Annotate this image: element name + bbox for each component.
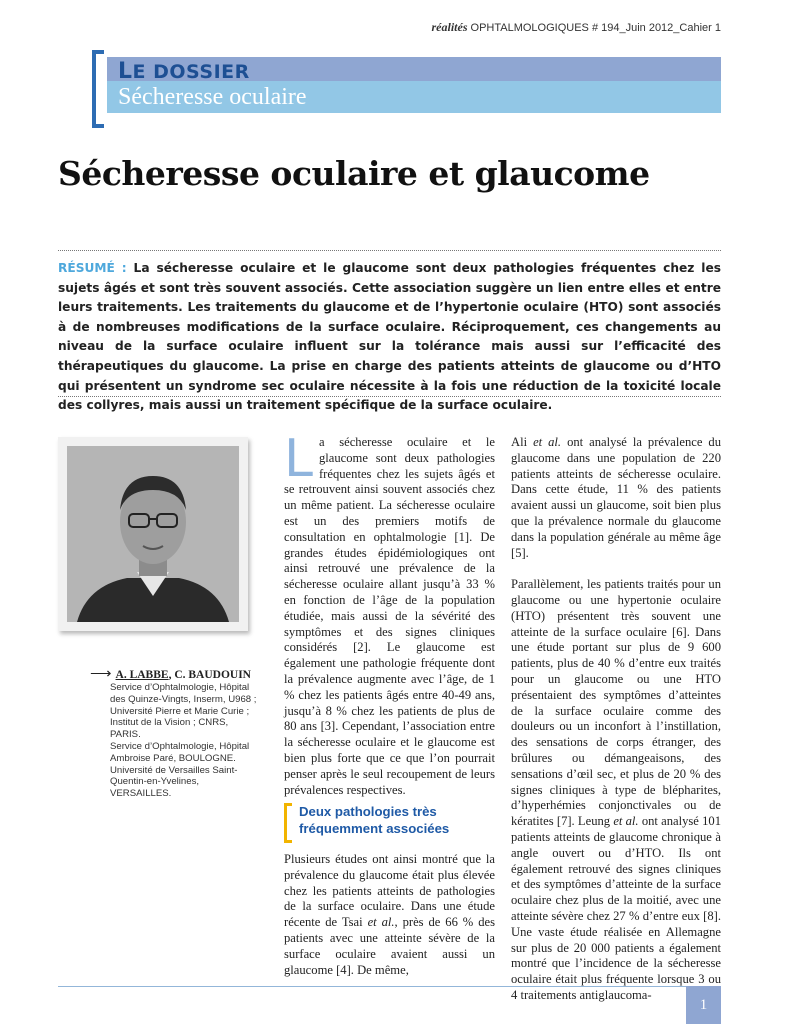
kicker-initial: L [118,59,133,84]
author-photo [67,446,239,622]
text-span: Ali [511,435,534,449]
drop-cap: L [284,429,313,489]
journal-issue: OPHTALMOLOGIQUES # 194_Juin 2012_Cahier 1 [470,22,721,34]
text-span: Plusieurs études ont ainsi montré que la prévalence du glaucome était plus élevée chez les patients atteints de pathologies de la surface oculaire. Dans une étude récente de Tsai [284,852,495,930]
affiliations [110,682,260,800]
page-number: 1 [686,986,721,1024]
author-1: A. LABBE [115,669,169,681]
et-al: et al. [533,435,562,449]
section-kicker [118,59,250,84]
intro-text: a sécheresse oculaire et le glaucome sont deux pathologies fréquentes chez les sujets âgés et se retrouvent ainsi souvent associés chez un même patient. La sécheresse oculaire est un des premiers motifs de consultation en ophtalmologie [1]. De grandes études épidémiologiques ont ainsi retrouvé une prévalence de la sécheresse oculaire allant jusqu’à 33 % en fonction de l’âge de la population étudiée, mais aussi de la sévérité des symptômes et des signes cliniques considérés [2]. Le glaucome est également une pathologie fréquente dont la prévalence augmente avec l’âge, de 1 % chez les patients âgés entre 40-49 ans, jusqu’à 8 % chez les patients de plus de 80 ans [3]. Cependant, l’association entre la sécheresse oculaire et le glaucome est bien plus forte que ce que l’on pourrait penser après le seul recoupement de leurs prévalences respectives. [284,435,495,797]
kicker-rest: E DOSSIER [132,61,250,83]
section-bracket [92,50,104,128]
text-span: , près de 66 % des patients avec une atteinte sévère de la surface oculaire avaient aussi un glaucome [4]. De même, [284,915,495,977]
divider-bottom [58,396,721,397]
body-column-1-continued [284,852,495,978]
paragraph-parallel [511,577,721,1004]
author-separator: , [168,669,175,681]
abstract-label: RÉSUMÉ : [58,261,127,275]
et-al: et al. [613,814,639,829]
affiliation-2: Service d’Ophtalmologie, Hôpital Ambroise Paré, BOULOGNE. [110,740,250,764]
abstract [58,259,721,416]
affiliation-1: Service d’Ophtalmologie, Hôpital des Quinze-Vingts, Inserm, U968 ; Université Pierre et Marie Curie ; Institut de la Vision ; CNRS, PARIS. [110,682,257,741]
divider-top [58,250,721,251]
journal-brand: réalités [431,20,468,34]
abstract-text: La sécheresse oculaire et le glaucome sont deux pathologies fréquentes chez les sujets âgés et sont très souvent associés. Cette association suggère un lien entre elles et entre leurs traitements. Les traitements du glaucome et de l’hypertonie oculaire (HTO) sont associés à de nombreuses modifications de la surface oculaire. Réciproquement, ces changements au niveau de la surface oculaire influent sur la tolérance mais aussi sur l’efficacité des thérapeutiques du glaucome. La prise en charge des patients atteints de glaucome ou d’HTO qui présentent un syndrome sec oculaire nécessite à la fois une réduction de la toxicité locale des collyres, mais aussi un traitement spécifique de la surface oculaire. [58,261,721,413]
subsection-title: Deux pathologies très fréquemment associées [299,804,450,836]
body-column-1 [284,429,495,798]
et-al: et al. [367,915,395,930]
running-header [380,20,721,35]
paragraph-ali [511,435,721,561]
text-span: ont analysé la prévalence du glaucome dans une population de 220 patients atteints de sécheresse oculaire. Dans cette étude, 11 % des patients avaient aussi un glaucome, soit bien plus que la prévalence normale du glaucome dans la population générale au même âge [5]. [511,435,722,560]
paragraph-tsai [284,852,495,978]
text-span: Parallèlement, les patients traités pour un glaucome ou une hypertonie oculaire (HTO) présentent très souvent une atteinte de la surface oculaire [6]. Dans une étude portant sur plus de 9 600 patients, plus de 40 % d’entre eux traités pour un glaucome ou une HTO présentaient des symptômes d’atteintes de la surface oculaire comme des douleurs ou un inconfort à l’instillation, des sensations de corps étranger, des brûlures ou démangeaisons, des sensations d’œil sec, et plus de 20 % des signes cliniques à type de blépharites, d’hyperhémies conjonctivales ou de kératites [7]. Leung [511,577,721,829]
author-photo-frame [58,437,248,631]
affiliation-3: Université de Versailles Saint-Quentin-en-Yvelines, VERSAILLES. [110,764,238,800]
body-column-2 [511,435,721,1004]
subsection-bracket [284,803,292,843]
arrow-icon: ⟶ [90,666,112,682]
footer-rule [58,986,686,987]
section-subtitle: Sécheresse oculaire [118,84,307,110]
text-span: ont analysé 101 patients atteints de glaucome chronique à angle ouvert ou d’HTO. Ils ont également retrouvé des signes cliniques et des symptômes d’atteinte de la surface oculaire chez plus de la moitié, avec une atteinte sévère chez 27 % d’entre eux [8]. Une vaste étude réalisée en Allemagne sur plus de 20 000 patients a également montré que l’incidence de la sécheresse oculaire était plus fréquente lorsque 3 ou 4 traitements antiglaucoma- [511,814,721,1002]
article-title: Sécheresse oculaire et glaucome [58,154,650,193]
author-2: C. BAUDOUIN [174,669,251,681]
author-line [90,664,260,683]
intro-paragraph [284,429,495,798]
